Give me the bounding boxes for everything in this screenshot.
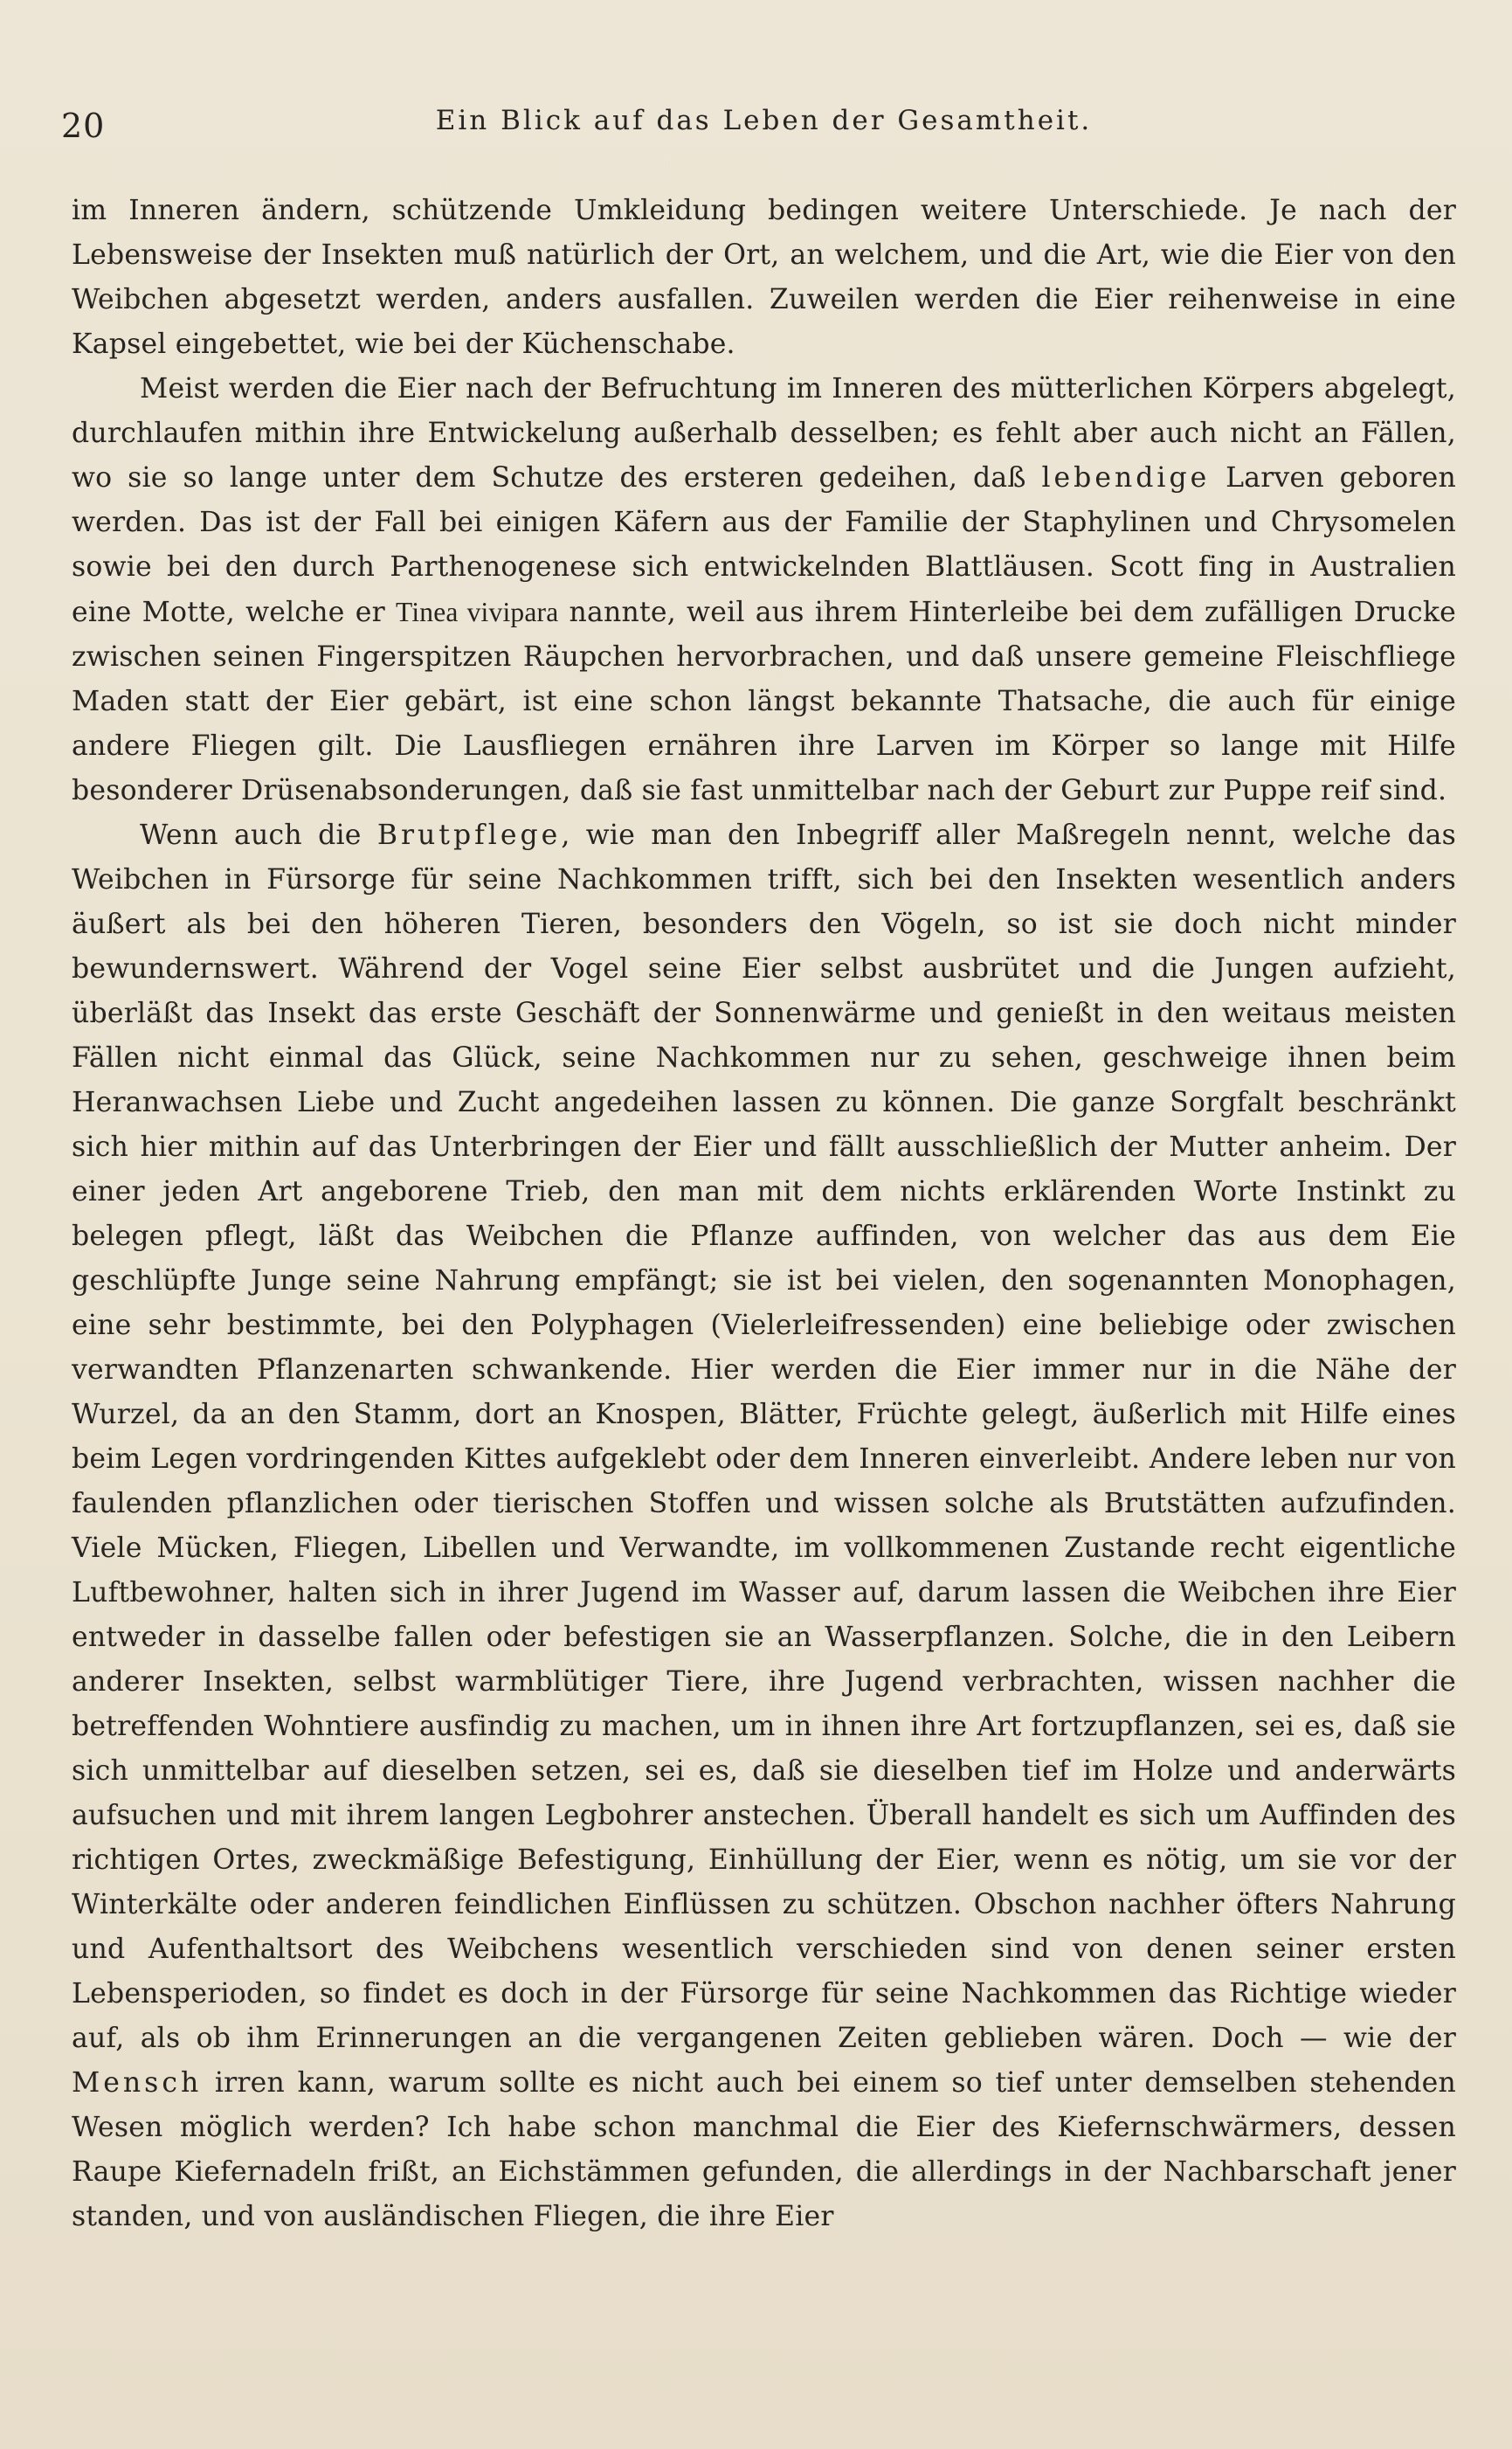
running-title: Ein Blick auf das Leben der Gesamtheit. [435, 105, 1093, 136]
paragraph-3 [72, 813, 1456, 2239]
text-run: , wie man den Inbegriff aller Maßregeln nennt, welche das Weibchen in Fürsorge für seine Nachkommen trifft, sich bei den Insekten wesentlich anders äußert als bei den höheren Tieren, besonders den Vögeln, so ist sie doch nicht minder bewundernswert. Während der Vogel seine Eier selbst ausbrütet und die Jungen aufzieht, überläßt das Insekt das erste Geschäft der Sonnenwärme und genießt in den weitaus meisten Fällen nicht einmal das Glück, seine Nachkommen nur zu sehen, geschweige ihnen beim Heranwachsen Liebe und Zucht angedeihen lassen zu können. Die ganze Sorgfalt beschränkt sich hier mithin auf das Unterbringen der Eier und fällt ausschließlich der Mutter anheim. Der einer jeden Art angeborene Trieb, den man mit dem nichts erklärenden Worte Instinkt zu belegen pflegt, läßt das Weibchen die Pflanze auffinden, von welcher das aus dem Eie geschlüpfte Junge seine Nahrung empfängt; sie ist bei vielen, den sogenannten Monophagen, eine sehr bestimmte, bei den Polyphagen (Vielerleifressenden) eine beliebige oder zwischen verwandten Pflanzenarten schwankende. Hier werden die Eier immer nur in die Nähe der Wurzel, da an den Stamm, dort an Knospen, Blätter, Früchte gelegt, äußerlich mit Hilfe eines beim Legen vordringenden Kittes aufgeklebt oder dem Inneren einverleibt. Andere leben nur von faulenden pflanzlichen oder tierischen Stoffen und wissen solche als Brutstätten aufzufinden. Viele Mücken, Fliegen, Libellen und Verwandte, im vollkommenen Zustande recht eigentliche Luftbewohner, halten sich in ihrer Jugend im Wasser auf, darum lassen die Weibchen ihre Eier entweder in dasselbe fallen oder befestigen sie an Wasserpflanzen. Solche, die in den Leibern anderer Insekten, selbst warmblütiger Tiere, ihre Jugend verbrachten, wissen nachher die betreffenden Wohntiere ausfindig zu machen, um in ihnen ihre Art fortzupflanzen, sei es, daß sie sich unmittelbar auf dieselben setzen, sei es, daß sie dieselben tief im Holze und anderwärts aufsuchen und mit ihrem langen Legbohrer anstechen. Überall handelt es sich um Auffinden des richtigen Ortes, zweckmäßige Befestigung, Einhüllung der Eier, wenn es nötig, um sie vor der Winterkälte oder anderen feindlichen Einflüssen zu schützen. Obschon nachher öfters Nahrung und Aufenthaltsort des Weibchens wesentlich verschieden sind von denen seiner ersten Lebensperioden, so findet es doch in der Fürsorge für seine Nachkommen das Richtige wieder auf, als ob ihm Erinnerungen an die vergangenen Zeiten geblieben wären. Doch — wie der [72, 820, 1456, 2054]
text-run: irren kann, warum sollte es nicht auch bei einem so tief unter demselben stehenden Wesen möglich werden? Ich habe schon manchmal die Eier des Kiefernschwärmers, dessen Raupe Kiefernadeln frißt, an Eichstämmen gefunden, die allerdings in der Nachbarschaft jener standen, und von ausländischen Fliegen, die ihre Eier [72, 2067, 1456, 2232]
text-run: Larven geboren werden. Das ist der Fall bei einigen Käfern aus der Familie der Staphylinen und Chrysomelen sowie bei den durch Parthenogenese sich entwickelnden Blattläusen. Scott fing in Australien eine Motte, welche er [72, 462, 1456, 628]
emphasized-word: Mensch [72, 2067, 203, 2099]
body-text [72, 189, 1456, 2239]
emphasized-word: lebendige [1041, 462, 1211, 494]
paragraph-2 [72, 367, 1456, 813]
page-number: 20 [61, 107, 106, 145]
text-run: nannte, weil aus ihrem Hinterleibe bei dem zufälligen Drucke zwischen seinen Fingerspitzen Räupchen hervorbrachen, und daß unsere gemeine Fleischfliege Maden statt der Eier gebärt, ist eine schon längst bekannte Thatsache, die auch für einige andere Fliegen gilt. Die Lausfliegen ernähren ihre Larven im Körper so lange mit Hilfe besonderer Drüsenabsonderungen, daß sie fast unmittelbar nach der Geburt zur Puppe reif sind. [72, 597, 1456, 806]
text-run: im Inneren ändern, schützende Umkleidung bedingen weitere Unterschiede. Je nach der Lebensweise der Insekten muß natürlich der Ort, an welchem, und die Art, wie die Eier von den Weibchen abgesetzt werden, anders ausfallen. Zuweilen werden die Eier reihenweise in eine Kapsel eingebettet, wie bei der Küchenschabe. [72, 195, 1456, 360]
text-run: Wenn auch die [140, 820, 377, 851]
latin-species-name: Tinea vivipara [395, 597, 559, 627]
running-head [61, 101, 1456, 163]
paragraph-1 [72, 189, 1456, 367]
text-run: Meist werden die Eier nach der Befruchtung im Inneren des mütterlichen Körpers abgelegt, durchlaufen mithin ihre Entwickelung außerhalb desselben; es fehlt aber auch nicht an Fällen, wo sie so lange unter dem Schutze des ersteren gedeihen, daß [72, 373, 1456, 494]
emphasized-word: Brutpflege [376, 820, 562, 851]
